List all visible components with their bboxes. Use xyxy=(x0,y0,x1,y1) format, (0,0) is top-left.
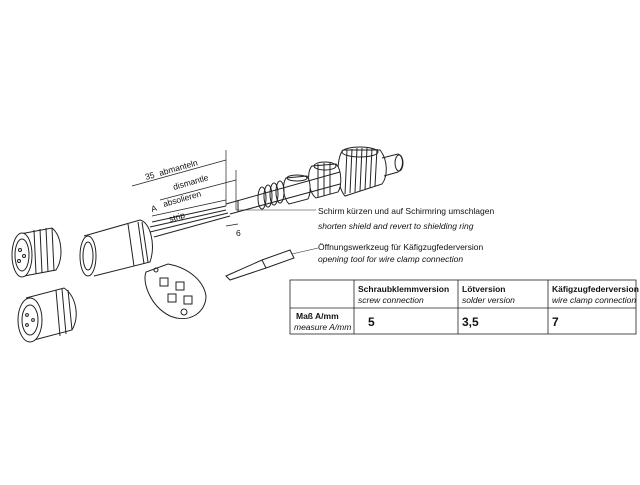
male-connector xyxy=(18,288,76,342)
row-label-en: measure A/mm xyxy=(294,322,352,332)
value-screw: 5 xyxy=(368,315,375,329)
col-header-solder-en: solder version xyxy=(462,295,515,305)
value-clamp: 7 xyxy=(552,315,559,329)
tool-caption-en: opening tool for wire clamp connection xyxy=(318,254,464,264)
dim-35-label: 35 xyxy=(143,169,156,182)
abmanteln-label: abmanteln xyxy=(157,157,199,178)
leader-lines xyxy=(236,210,318,254)
tool-caption-de: Öffnungswerkzeug für Käfigzugfederversion xyxy=(318,242,484,252)
col-header-solder-de: Lötversion xyxy=(462,284,506,294)
dismantle-label: dismantle xyxy=(171,172,210,192)
clamp-insert xyxy=(309,162,341,198)
female-connector xyxy=(12,228,61,277)
stripped-wires xyxy=(150,206,230,237)
dim-6-label: 6 xyxy=(236,228,241,238)
seal-ring xyxy=(284,175,311,204)
col-header-clamp-de: Käfigzugfederversion xyxy=(552,284,639,294)
absolieren-label: absolieren xyxy=(161,188,203,209)
contact-insert xyxy=(145,264,206,319)
col-header-screw-de: Schraubklemmversion xyxy=(358,284,450,294)
housing-sleeve xyxy=(80,220,152,276)
strip-label: strip xyxy=(167,209,186,224)
dim-A-label: A xyxy=(149,202,159,214)
row-label-de: Maß A/mm xyxy=(296,311,339,321)
col-header-screw-en: screw connection xyxy=(358,295,424,305)
coupling-nut-right xyxy=(338,147,403,196)
shield-instruction-de: Schirm kürzen und auf Schirmring umschlagen xyxy=(318,206,495,216)
col-header-clamp-en: wire clamp connection xyxy=(552,295,637,305)
opening-tool xyxy=(226,250,294,280)
value-solder: 3,5 xyxy=(462,315,479,329)
shield-instruction-en: shorten shield and revert to shielding ring xyxy=(318,221,474,231)
